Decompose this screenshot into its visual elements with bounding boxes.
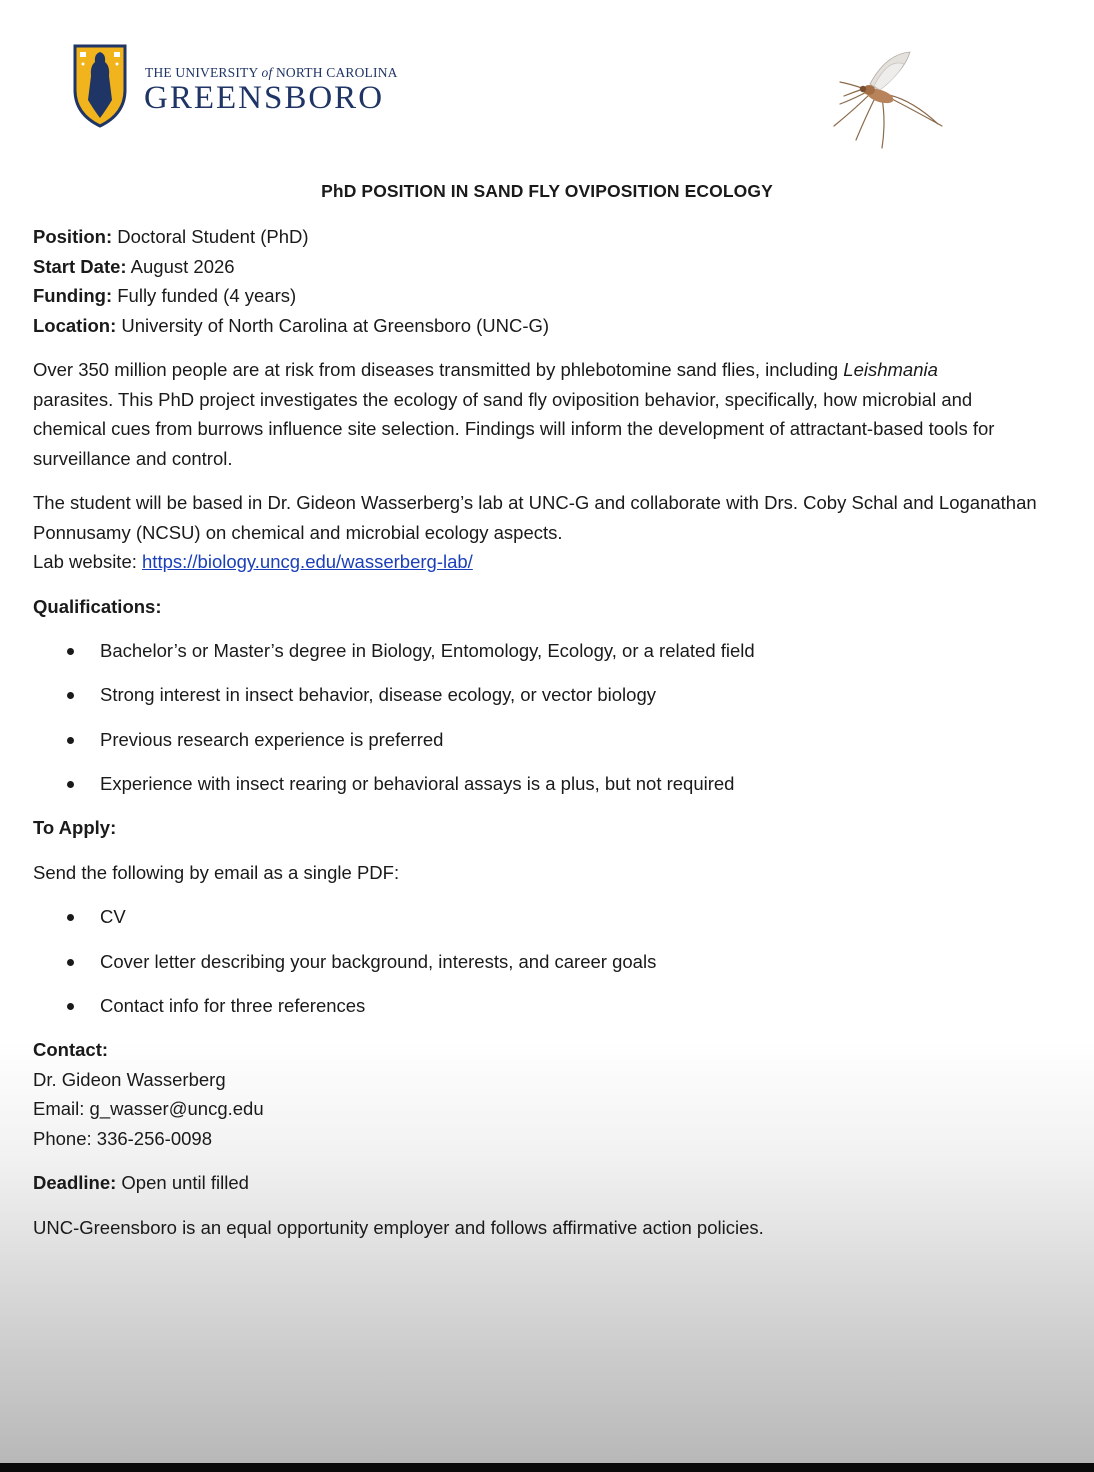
bullet-icon xyxy=(67,1003,74,1010)
bullet-icon xyxy=(67,914,74,921)
detail-location: Location: University of North Carolina at Greensboro (UNC-G) xyxy=(33,314,550,336)
bullet-icon xyxy=(67,692,74,699)
contact-block xyxy=(33,1035,1063,1153)
detail-funding: Funding: Fully funded (4 years) xyxy=(33,285,297,306)
university-label: THE UNIVERSITY of NORTH CAROLINA xyxy=(145,65,398,80)
apply-heading: To Apply: xyxy=(33,817,117,839)
list-item: Previous research experience is preferred xyxy=(33,725,1063,769)
bullet-icon xyxy=(67,737,74,744)
unc-greensboro-seal-icon xyxy=(72,40,128,128)
university-logo xyxy=(72,40,402,130)
qualifications-heading: Qualifications: xyxy=(33,595,162,617)
bullet-icon xyxy=(67,648,74,655)
position-details xyxy=(33,222,1063,340)
contact-email: Email: g_wasser@uncg.edu xyxy=(33,1098,264,1120)
list-item: Experience with insect rearing or behavioral assays is a plus, but not required xyxy=(33,769,1063,799)
sand-fly-illustration-icon xyxy=(826,44,948,152)
university-name: GREENSBORO xyxy=(144,80,385,116)
eeo-statement: UNC-Greensboro is an equal opportunity employer and follows affirmative action policies. xyxy=(33,1216,764,1238)
deadline: Deadline: Open until filled xyxy=(33,1172,249,1194)
document-body xyxy=(33,222,1063,1242)
page-title: PhD POSITION IN SAND FLY OVIPOSITION ECOLOGY xyxy=(321,181,773,201)
apply-intro: Send the following by email as a single PDF: xyxy=(33,861,400,883)
lab-paragraph: The student will be based in Dr. Gideon Wasserberg’s lab at UNC-G and collaborate with Drs. Coby Schal and Loganathan Ponnusamy (NCSU) on chemical and microbial ecology aspects. Lab website: https://biology.uncg.edu/wasserberg-lab/ xyxy=(33,492,1037,572)
lab-website-link[interactable]: https://biology.uncg.edu/wasserberg-lab/ xyxy=(142,551,473,572)
intro-paragraph: Over 350 million people are at risk from diseases transmitted by phlebotomine sand flies, including Leishmania parasites. This PhD project investigates the ecology of sand fly oviposition behavior, specifically, how microbial and chemical cues from burrows influence site selection. Findings will inform the development of attractant-based tools for surveillance and control. xyxy=(33,359,995,469)
list-item: CV xyxy=(33,902,1063,946)
contact-phone: Phone: 336-256-0098 xyxy=(33,1127,212,1149)
detail-position: Position: Doctoral Student (PhD) xyxy=(33,226,309,247)
qualifications-list xyxy=(33,636,1063,798)
list-item: Strong interest in insect behavior, disease ecology, or vector biology xyxy=(33,680,1063,724)
contact-name: Dr. Gideon Wasserberg xyxy=(33,1068,226,1090)
contact-heading: Contact: xyxy=(33,1039,109,1061)
list-item: Contact info for three references xyxy=(33,991,1063,1021)
bullet-icon xyxy=(67,959,74,966)
detail-start-date: Start Date: August 2026 xyxy=(33,255,235,277)
bullet-icon xyxy=(67,781,74,788)
apply-list xyxy=(33,902,1063,1020)
bottom-bar xyxy=(0,1463,1094,1472)
list-item: Bachelor’s or Master’s degree in Biology, Entomology, Ecology, or a related field xyxy=(33,636,1063,680)
list-item: Cover letter describing your background, interests, and career goals xyxy=(33,947,1063,991)
